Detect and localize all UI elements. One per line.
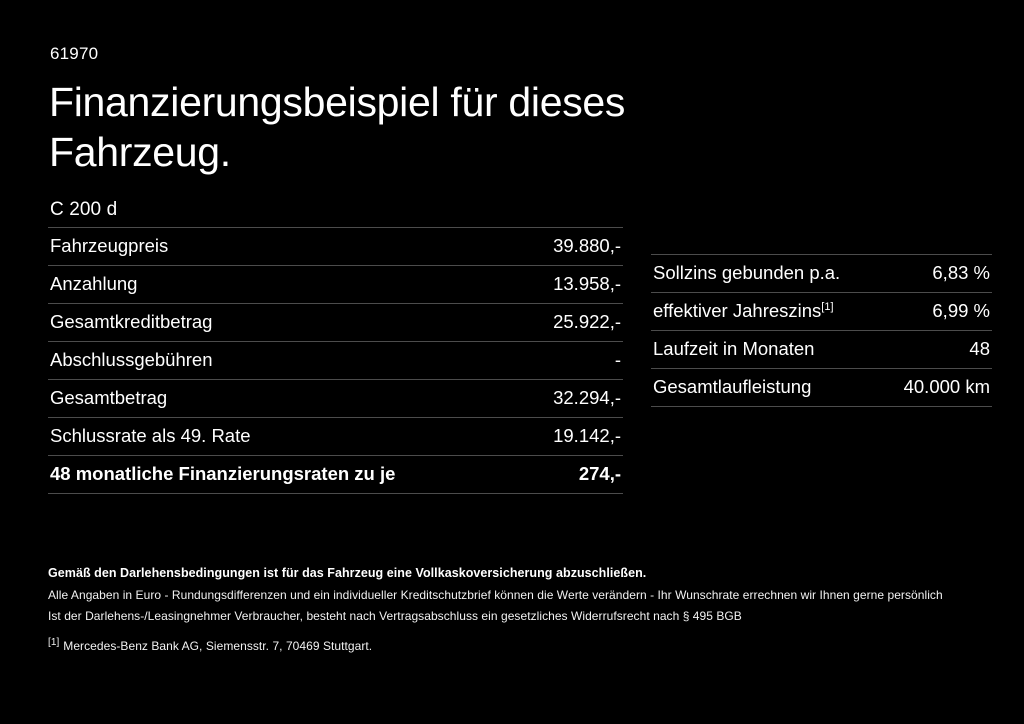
terms-table-column xyxy=(651,227,992,407)
row-label: Gesamtlaufleistung xyxy=(651,369,822,407)
footnote-text: Mercedes-Benz Bank AG, Siemensstr. 7, 70469 Stuttgart. xyxy=(63,639,373,653)
table-row xyxy=(48,228,623,266)
row-label: Abschlussgebühren xyxy=(48,342,336,380)
row-value: - xyxy=(336,342,624,380)
table-row xyxy=(48,304,623,342)
row-value: 274,- xyxy=(336,456,624,494)
footnote-marker: [1] xyxy=(48,637,60,648)
row-label-text: effektiver Jahreszins xyxy=(653,300,822,322)
row-label: Gesamtkreditbetrag xyxy=(48,304,336,342)
page-title: Finanzierungsbeispiel für dieses Fahrzeug. xyxy=(49,79,626,175)
footnote-marker: [1] xyxy=(821,301,834,314)
disclaimer-line-2: Ist der Darlehens-/Leasingnehmer Verbraucher, besteht nach Vertragsabschluss ein gesetzliches Widerrufsrecht nach § 495 BGB xyxy=(48,609,742,623)
vehicle-model-label: C 200 d xyxy=(50,199,118,221)
table-row xyxy=(48,418,623,456)
table-row xyxy=(48,342,623,380)
disclaimer-line-1: Alle Angaben in Euro - Rundungsdifferenzen und ein individueller Kreditschutzbrief können die Werte verändern - Ihr Wunschrate errechnen wir Ihnen gerne persönlich xyxy=(48,588,943,602)
tables-container xyxy=(48,227,990,494)
row-label: Sollzins gebunden p.a. xyxy=(651,255,822,293)
bank-footnote xyxy=(48,637,978,653)
row-value: 32.294,- xyxy=(336,380,624,418)
notes-section xyxy=(48,566,978,653)
row-value: 6,83 % xyxy=(822,255,993,293)
row-value: 19.142,- xyxy=(336,418,624,456)
row-label: Laufzeit in Monaten xyxy=(651,331,822,369)
table-row xyxy=(651,255,992,293)
row-label: Gesamtbetrag xyxy=(48,380,336,418)
row-value: 6,99 % xyxy=(822,293,993,331)
row-value: 39.880,- xyxy=(336,228,624,266)
table-row xyxy=(651,369,992,407)
table-row xyxy=(651,331,992,369)
insurance-note: Gemäß den Darlehensbedingungen ist für das Fahrzeug eine Vollkaskoversicherung abzuschließen. xyxy=(48,566,647,580)
table-row xyxy=(48,266,623,304)
row-label: Fahrzeugpreis xyxy=(48,228,336,266)
row-value: 40.000 km xyxy=(822,369,993,407)
row-label: 48 monatliche Finanzierungsraten zu je xyxy=(48,456,336,494)
row-label: Schlussrate als 49. Rate xyxy=(48,418,336,456)
table-row xyxy=(48,380,623,418)
row-label xyxy=(651,293,834,331)
terms-table xyxy=(651,254,992,407)
table-row xyxy=(651,293,992,331)
row-label: Anzahlung xyxy=(48,266,336,304)
row-value: 48 xyxy=(822,331,993,369)
table-row-total xyxy=(48,456,623,494)
reference-number: 61970 xyxy=(50,44,99,63)
financing-table xyxy=(48,227,623,494)
financing-table-column xyxy=(48,227,623,494)
row-value: 13.958,- xyxy=(336,266,624,304)
row-value: 25.922,- xyxy=(336,304,624,342)
